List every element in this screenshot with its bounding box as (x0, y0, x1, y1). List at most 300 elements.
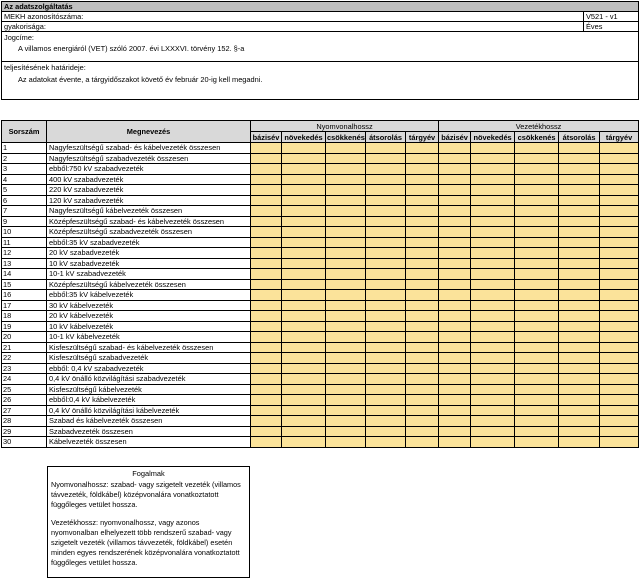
input-cell[interactable] (515, 258, 559, 269)
input-cell[interactable] (439, 269, 471, 280)
input-cell[interactable] (559, 248, 600, 259)
input-cell[interactable] (251, 185, 282, 196)
input-cell[interactable] (282, 321, 326, 332)
input-cell[interactable] (282, 153, 326, 164)
input-cell[interactable] (439, 311, 471, 322)
input-cell[interactable] (406, 363, 439, 374)
input-cell[interactable] (439, 353, 471, 364)
input-cell[interactable] (326, 206, 366, 217)
input-cell[interactable] (326, 164, 366, 175)
input-cell[interactable] (600, 185, 639, 196)
input-cell[interactable] (515, 248, 559, 259)
input-cell[interactable] (251, 311, 282, 322)
input-cell[interactable] (439, 426, 471, 437)
input-cell[interactable] (251, 405, 282, 416)
input-cell[interactable] (251, 416, 282, 427)
input-cell[interactable] (600, 426, 639, 437)
input-cell[interactable] (471, 311, 515, 322)
input-cell[interactable] (600, 237, 639, 248)
input-cell[interactable] (326, 290, 366, 301)
input-cell[interactable] (439, 384, 471, 395)
input-cell[interactable] (515, 395, 559, 406)
input-cell[interactable] (439, 290, 471, 301)
input-cell[interactable] (515, 279, 559, 290)
input-cell[interactable] (366, 153, 406, 164)
input-cell[interactable] (326, 311, 366, 322)
input-cell[interactable] (559, 321, 600, 332)
input-cell[interactable] (471, 164, 515, 175)
input-cell[interactable] (282, 332, 326, 343)
input-cell[interactable] (326, 374, 366, 385)
input-cell[interactable] (600, 363, 639, 374)
input-cell[interactable] (471, 174, 515, 185)
input-cell[interactable] (439, 237, 471, 248)
input-cell[interactable] (471, 290, 515, 301)
input-cell[interactable] (282, 342, 326, 353)
input-cell[interactable] (471, 363, 515, 374)
input-cell[interactable] (559, 311, 600, 322)
input-cell[interactable] (515, 269, 559, 280)
input-cell[interactable] (406, 374, 439, 385)
input-cell[interactable] (326, 353, 366, 364)
input-cell[interactable] (282, 363, 326, 374)
input-cell[interactable] (282, 164, 326, 175)
input-cell[interactable] (366, 363, 406, 374)
input-cell[interactable] (251, 269, 282, 280)
input-cell[interactable] (282, 353, 326, 364)
input-cell[interactable] (406, 258, 439, 269)
input-cell[interactable] (600, 164, 639, 175)
input-cell[interactable] (326, 269, 366, 280)
input-cell[interactable] (515, 353, 559, 364)
input-cell[interactable] (406, 321, 439, 332)
input-cell[interactable] (326, 248, 366, 259)
input-cell[interactable] (366, 300, 406, 311)
input-cell[interactable] (600, 300, 639, 311)
input-cell[interactable] (326, 332, 366, 343)
input-cell[interactable] (366, 227, 406, 238)
input-cell[interactable] (471, 237, 515, 248)
input-cell[interactable] (559, 384, 600, 395)
input-cell[interactable] (366, 237, 406, 248)
input-cell[interactable] (515, 374, 559, 385)
input-cell[interactable] (515, 153, 559, 164)
input-cell[interactable] (515, 195, 559, 206)
input-cell[interactable] (282, 195, 326, 206)
input-cell[interactable] (406, 353, 439, 364)
input-cell[interactable] (326, 384, 366, 395)
input-cell[interactable] (366, 332, 406, 343)
input-cell[interactable] (600, 321, 639, 332)
input-cell[interactable] (439, 174, 471, 185)
input-cell[interactable] (559, 426, 600, 437)
input-cell[interactable] (282, 269, 326, 280)
input-cell[interactable] (366, 437, 406, 448)
input-cell[interactable] (515, 426, 559, 437)
input-cell[interactable] (471, 416, 515, 427)
input-cell[interactable] (282, 416, 326, 427)
input-cell[interactable] (439, 342, 471, 353)
input-cell[interactable] (282, 300, 326, 311)
input-cell[interactable] (559, 416, 600, 427)
input-cell[interactable] (366, 311, 406, 322)
input-cell[interactable] (439, 185, 471, 196)
input-cell[interactable] (439, 248, 471, 259)
input-cell[interactable] (366, 174, 406, 185)
table-row (2, 290, 639, 301)
input-cell[interactable] (406, 342, 439, 353)
input-cell[interactable] (600, 332, 639, 343)
input-cell[interactable] (251, 426, 282, 437)
input-cell[interactable] (326, 143, 366, 154)
input-cell[interactable] (366, 258, 406, 269)
input-cell[interactable] (471, 258, 515, 269)
input-cell[interactable] (439, 206, 471, 217)
input-cell[interactable] (559, 279, 600, 290)
input-cell[interactable] (515, 143, 559, 154)
input-cell[interactable] (251, 143, 282, 154)
input-cell[interactable] (600, 405, 639, 416)
input-cell[interactable] (439, 437, 471, 448)
input-cell[interactable] (282, 395, 326, 406)
input-cell[interactable] (515, 363, 559, 374)
input-cell[interactable] (366, 426, 406, 437)
input-cell[interactable] (559, 258, 600, 269)
input-cell[interactable] (471, 321, 515, 332)
input-cell[interactable] (559, 300, 600, 311)
table-row (2, 195, 639, 206)
input-cell[interactable] (251, 332, 282, 343)
input-cell[interactable] (282, 405, 326, 416)
input-cell[interactable] (600, 353, 639, 364)
input-cell[interactable] (366, 216, 406, 227)
input-cell[interactable] (515, 332, 559, 343)
input-cell[interactable] (406, 384, 439, 395)
input-cell[interactable] (471, 395, 515, 406)
input-cell[interactable] (282, 206, 326, 217)
input-cell[interactable] (559, 227, 600, 238)
input-cell[interactable] (515, 342, 559, 353)
input-cell[interactable] (515, 416, 559, 427)
input-cell[interactable] (406, 300, 439, 311)
table-row (2, 332, 639, 343)
input-cell[interactable] (326, 227, 366, 238)
input-cell[interactable] (282, 174, 326, 185)
input-cell[interactable] (366, 164, 406, 175)
input-cell[interactable] (600, 248, 639, 259)
input-cell[interactable] (251, 353, 282, 364)
table-row (2, 437, 639, 448)
input-cell[interactable] (600, 374, 639, 385)
input-cell[interactable] (251, 300, 282, 311)
input-cell[interactable] (515, 164, 559, 175)
input-cell[interactable] (326, 185, 366, 196)
input-cell[interactable] (471, 374, 515, 385)
input-cell[interactable] (251, 374, 282, 385)
input-cell[interactable] (251, 227, 282, 238)
input-cell[interactable] (406, 174, 439, 185)
input-cell[interactable] (600, 342, 639, 353)
input-cell[interactable] (559, 342, 600, 353)
input-cell[interactable] (439, 363, 471, 374)
input-cell[interactable] (439, 279, 471, 290)
input-cell[interactable] (406, 206, 439, 217)
input-cell[interactable] (251, 342, 282, 353)
input-cell[interactable] (600, 384, 639, 395)
input-cell[interactable] (326, 416, 366, 427)
input-cell[interactable] (600, 206, 639, 217)
input-cell[interactable] (515, 216, 559, 227)
input-cell[interactable] (366, 353, 406, 364)
input-cell[interactable] (366, 269, 406, 280)
input-cell[interactable] (600, 143, 639, 154)
input-cell[interactable] (251, 216, 282, 227)
input-cell[interactable] (471, 342, 515, 353)
input-cell[interactable] (366, 395, 406, 406)
input-cell[interactable] (326, 437, 366, 448)
input-cell[interactable] (439, 374, 471, 385)
input-cell[interactable] (366, 374, 406, 385)
input-cell[interactable] (439, 258, 471, 269)
input-cell[interactable] (559, 143, 600, 154)
input-cell[interactable] (366, 384, 406, 395)
input-cell[interactable] (439, 332, 471, 343)
input-cell[interactable] (366, 405, 406, 416)
input-cell[interactable] (406, 153, 439, 164)
input-cell[interactable] (439, 195, 471, 206)
input-cell[interactable] (366, 416, 406, 427)
input-cell[interactable] (559, 185, 600, 196)
input-cell[interactable] (406, 395, 439, 406)
input-cell[interactable] (471, 227, 515, 238)
input-cell[interactable] (515, 405, 559, 416)
input-cell[interactable] (439, 416, 471, 427)
input-cell[interactable] (366, 342, 406, 353)
input-cell[interactable] (326, 342, 366, 353)
input-cell[interactable] (326, 363, 366, 374)
input-cell[interactable] (515, 311, 559, 322)
input-cell[interactable] (251, 206, 282, 217)
input-cell[interactable] (366, 185, 406, 196)
input-cell[interactable] (406, 279, 439, 290)
input-cell[interactable] (366, 195, 406, 206)
input-cell[interactable] (471, 300, 515, 311)
input-cell[interactable] (326, 174, 366, 185)
input-cell[interactable] (282, 143, 326, 154)
input-cell[interactable] (471, 353, 515, 364)
input-cell[interactable] (515, 300, 559, 311)
input-cell[interactable] (326, 321, 366, 332)
input-cell[interactable] (326, 405, 366, 416)
table-row (2, 248, 639, 259)
input-cell[interactable] (282, 437, 326, 448)
input-cell[interactable] (600, 153, 639, 164)
input-cell[interactable] (559, 153, 600, 164)
input-cell[interactable] (515, 237, 559, 248)
input-cell[interactable] (559, 269, 600, 280)
input-cell[interactable] (439, 153, 471, 164)
group-nyomvonalhossz: Nyomvonalhossz (251, 121, 439, 132)
row-name: Szabadvezeték összesen (47, 426, 251, 437)
row-number: 21 (2, 342, 47, 353)
input-cell[interactable] (471, 332, 515, 343)
input-cell[interactable] (471, 405, 515, 416)
input-cell[interactable] (406, 269, 439, 280)
input-cell[interactable] (471, 143, 515, 154)
input-cell[interactable] (282, 258, 326, 269)
input-cell[interactable] (282, 185, 326, 196)
input-cell[interactable] (559, 437, 600, 448)
input-cell[interactable] (559, 395, 600, 406)
input-cell[interactable] (600, 395, 639, 406)
input-cell[interactable] (251, 363, 282, 374)
input-cell[interactable] (471, 426, 515, 437)
input-cell[interactable] (515, 321, 559, 332)
input-cell[interactable] (282, 216, 326, 227)
input-cell[interactable] (515, 437, 559, 448)
input-cell[interactable] (251, 153, 282, 164)
input-cell[interactable] (515, 290, 559, 301)
input-cell[interactable] (406, 290, 439, 301)
input-cell[interactable] (471, 384, 515, 395)
input-cell[interactable] (439, 321, 471, 332)
input-cell[interactable] (282, 248, 326, 259)
input-cell[interactable] (282, 237, 326, 248)
input-cell[interactable] (406, 405, 439, 416)
input-cell[interactable] (515, 174, 559, 185)
input-cell[interactable] (366, 279, 406, 290)
input-cell[interactable] (515, 185, 559, 196)
row-number: 24 (2, 374, 47, 385)
input-cell[interactable] (366, 290, 406, 301)
input-cell[interactable] (559, 237, 600, 248)
input-cell[interactable] (515, 227, 559, 238)
input-cell[interactable] (471, 279, 515, 290)
input-cell[interactable] (326, 195, 366, 206)
input-cell[interactable] (515, 384, 559, 395)
input-cell[interactable] (406, 216, 439, 227)
input-cell[interactable] (282, 227, 326, 238)
input-cell[interactable] (251, 437, 282, 448)
input-cell[interactable] (439, 143, 471, 154)
input-cell[interactable] (251, 279, 282, 290)
input-cell[interactable] (600, 258, 639, 269)
input-cell[interactable] (559, 332, 600, 343)
input-cell[interactable] (282, 311, 326, 322)
input-cell[interactable] (471, 216, 515, 227)
input-cell[interactable] (326, 237, 366, 248)
input-cell[interactable] (282, 384, 326, 395)
input-cell[interactable] (471, 195, 515, 206)
input-cell[interactable] (406, 248, 439, 259)
input-cell[interactable] (439, 227, 471, 238)
input-cell[interactable] (559, 405, 600, 416)
input-cell[interactable] (559, 363, 600, 374)
input-cell[interactable] (251, 174, 282, 185)
input-cell[interactable] (600, 290, 639, 301)
input-cell[interactable] (251, 395, 282, 406)
input-cell[interactable] (559, 195, 600, 206)
input-cell[interactable] (406, 227, 439, 238)
input-cell[interactable] (251, 164, 282, 175)
input-cell[interactable] (559, 374, 600, 385)
input-cell[interactable] (366, 248, 406, 259)
input-cell[interactable] (559, 353, 600, 364)
input-cell[interactable] (600, 416, 639, 427)
input-cell[interactable] (251, 195, 282, 206)
input-cell[interactable] (326, 153, 366, 164)
row-number: 2 (2, 153, 47, 164)
input-cell[interactable] (251, 384, 282, 395)
input-cell[interactable] (282, 279, 326, 290)
input-cell[interactable] (471, 206, 515, 217)
input-cell[interactable] (366, 321, 406, 332)
input-cell[interactable] (559, 174, 600, 185)
input-cell[interactable] (326, 300, 366, 311)
input-cell[interactable] (251, 321, 282, 332)
input-cell[interactable] (406, 437, 439, 448)
input-cell[interactable] (326, 279, 366, 290)
input-cell[interactable] (406, 164, 439, 175)
input-cell[interactable] (251, 290, 282, 301)
input-cell[interactable] (559, 206, 600, 217)
input-cell[interactable] (471, 269, 515, 280)
input-cell[interactable] (366, 143, 406, 154)
input-cell[interactable] (600, 269, 639, 280)
input-cell[interactable] (559, 216, 600, 227)
input-cell[interactable] (406, 195, 439, 206)
input-cell[interactable] (600, 227, 639, 238)
input-cell[interactable] (406, 416, 439, 427)
input-cell[interactable] (471, 437, 515, 448)
input-cell[interactable] (471, 248, 515, 259)
input-cell[interactable] (559, 164, 600, 175)
input-cell[interactable] (600, 174, 639, 185)
input-cell[interactable] (559, 290, 600, 301)
input-cell[interactable] (406, 311, 439, 322)
input-cell[interactable] (326, 395, 366, 406)
input-cell[interactable] (251, 248, 282, 259)
input-cell[interactable] (471, 185, 515, 196)
input-cell[interactable] (251, 258, 282, 269)
input-cell[interactable] (251, 237, 282, 248)
input-cell[interactable] (439, 164, 471, 175)
input-cell[interactable] (515, 206, 559, 217)
input-cell[interactable] (282, 290, 326, 301)
input-cell[interactable] (406, 426, 439, 437)
input-cell[interactable] (326, 258, 366, 269)
input-cell[interactable] (326, 216, 366, 227)
input-cell[interactable] (406, 332, 439, 343)
input-cell[interactable] (600, 279, 639, 290)
input-cell[interactable] (326, 426, 366, 437)
input-cell[interactable] (366, 206, 406, 217)
input-cell[interactable] (600, 311, 639, 322)
input-cell[interactable] (439, 395, 471, 406)
input-cell[interactable] (406, 143, 439, 154)
input-cell[interactable] (600, 216, 639, 227)
input-cell[interactable] (282, 374, 326, 385)
input-cell[interactable] (600, 437, 639, 448)
input-cell[interactable] (439, 216, 471, 227)
input-cell[interactable] (406, 185, 439, 196)
input-cell[interactable] (471, 153, 515, 164)
input-cell[interactable] (600, 195, 639, 206)
input-cell[interactable] (439, 300, 471, 311)
input-cell[interactable] (406, 237, 439, 248)
input-cell[interactable] (282, 426, 326, 437)
input-cell[interactable] (439, 405, 471, 416)
